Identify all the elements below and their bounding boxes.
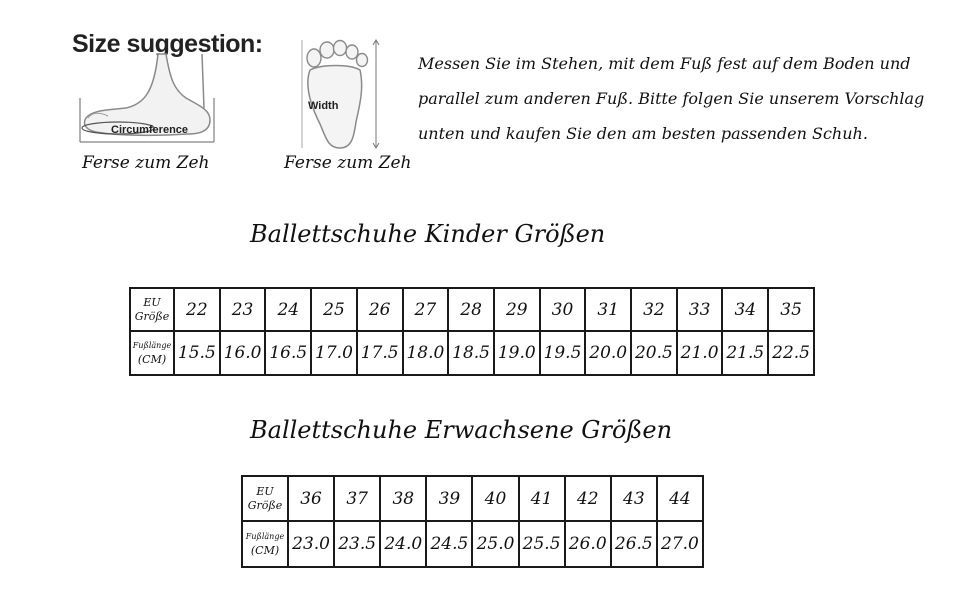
eu-size-cell: 39 [426,476,472,521]
foot-length-cell: 25.5 [519,521,565,567]
foot-length-cell: 21.0 [677,331,723,375]
eu-size-row [242,476,703,521]
eu-size-cell: 43 [611,476,657,521]
eu-size-cell: 34 [722,288,768,331]
eu-size-cell: 31 [585,288,631,331]
foot-length-cell: 15.5 [174,331,220,375]
eu-size-cell: 30 [540,288,586,331]
foot-length-cell: 26.0 [565,521,611,567]
eu-size-cell: 26 [357,288,403,331]
caption-top: Ferse zum Zeh [284,153,412,173]
eu-size-cell: 29 [494,288,540,331]
instruction-line: unten und kaufen Sie den am besten passenden Schuh. [418,124,868,143]
caption-side: Ferse zum Zeh [82,153,210,173]
foot-length-cell: 26.5 [611,521,657,567]
foot-length-cell: 16.0 [220,331,266,375]
eu-size-cell: 27 [403,288,449,331]
foot-length-cell: 19.0 [494,331,540,375]
eu-size-cell: 25 [311,288,357,331]
foot-length-cell: 22.5 [768,331,814,375]
foot-top-illustration [298,36,384,156]
eu-size-cell: 33 [677,288,723,331]
eu-size-cell: 38 [380,476,426,521]
foot-length-cell: 18.5 [448,331,494,375]
eu-size-cell: 22 [174,288,220,331]
eu-size-cell: 37 [334,476,380,521]
measurement-instructions [418,46,963,151]
eu-size-cell: 42 [565,476,611,521]
foot-length-row [242,521,703,567]
eu-size-cell: 44 [657,476,703,521]
foot-length-cell: 17.0 [311,331,357,375]
foot-length-cell: 24.5 [426,521,472,567]
foot-length-cell: 17.5 [357,331,403,375]
eu-size-cell: 36 [288,476,334,521]
eu-size-cell: 24 [265,288,311,331]
foot-length-cell: 21.5 [722,331,768,375]
kids-heading: Ballettschuhe Kinder Größen [250,220,606,248]
eu-size-cell: 41 [519,476,565,521]
foot-length-cell: 24.0 [380,521,426,567]
eu-size-cell: 28 [448,288,494,331]
circumference-label: Circumference [111,124,189,136]
adults-size-table [241,475,704,568]
eu-size-row [130,288,814,331]
length-row-label: Fußlänge (CM) [242,521,288,567]
foot-length-cell: 23.0 [288,521,334,567]
instruction-line: parallel zum anderen Fuß. Bitte folgen Sie unserem Vorschlag [418,89,925,108]
kids-size-table [129,287,815,376]
eu-size-cell: 40 [472,476,518,521]
eu-row-label: EU Größe [130,288,174,331]
eu-size-cell: 35 [768,288,814,331]
foot-length-cell: 27.0 [657,521,703,567]
width-label: Width [308,100,339,112]
foot-length-cell: 18.0 [403,331,449,375]
page-title: Size suggestion: [72,30,263,58]
foot-length-cell: 16.5 [265,331,311,375]
eu-row-label: EU Größe [242,476,288,521]
foot-length-row [130,331,814,375]
adults-heading: Ballettschuhe Erwachsene Größen [250,416,673,444]
eu-size-cell: 23 [220,288,266,331]
eu-size-cell: 32 [631,288,677,331]
foot-length-cell: 19.5 [540,331,586,375]
foot-length-cell: 23.5 [334,521,380,567]
instruction-line: Messen Sie im Stehen, mit dem Fuß fest auf dem Boden und [418,54,911,73]
foot-length-cell: 20.0 [585,331,631,375]
length-row-label: Fußlänge (CM) [130,331,174,375]
foot-length-cell: 20.5 [631,331,677,375]
foot-length-cell: 25.0 [472,521,518,567]
